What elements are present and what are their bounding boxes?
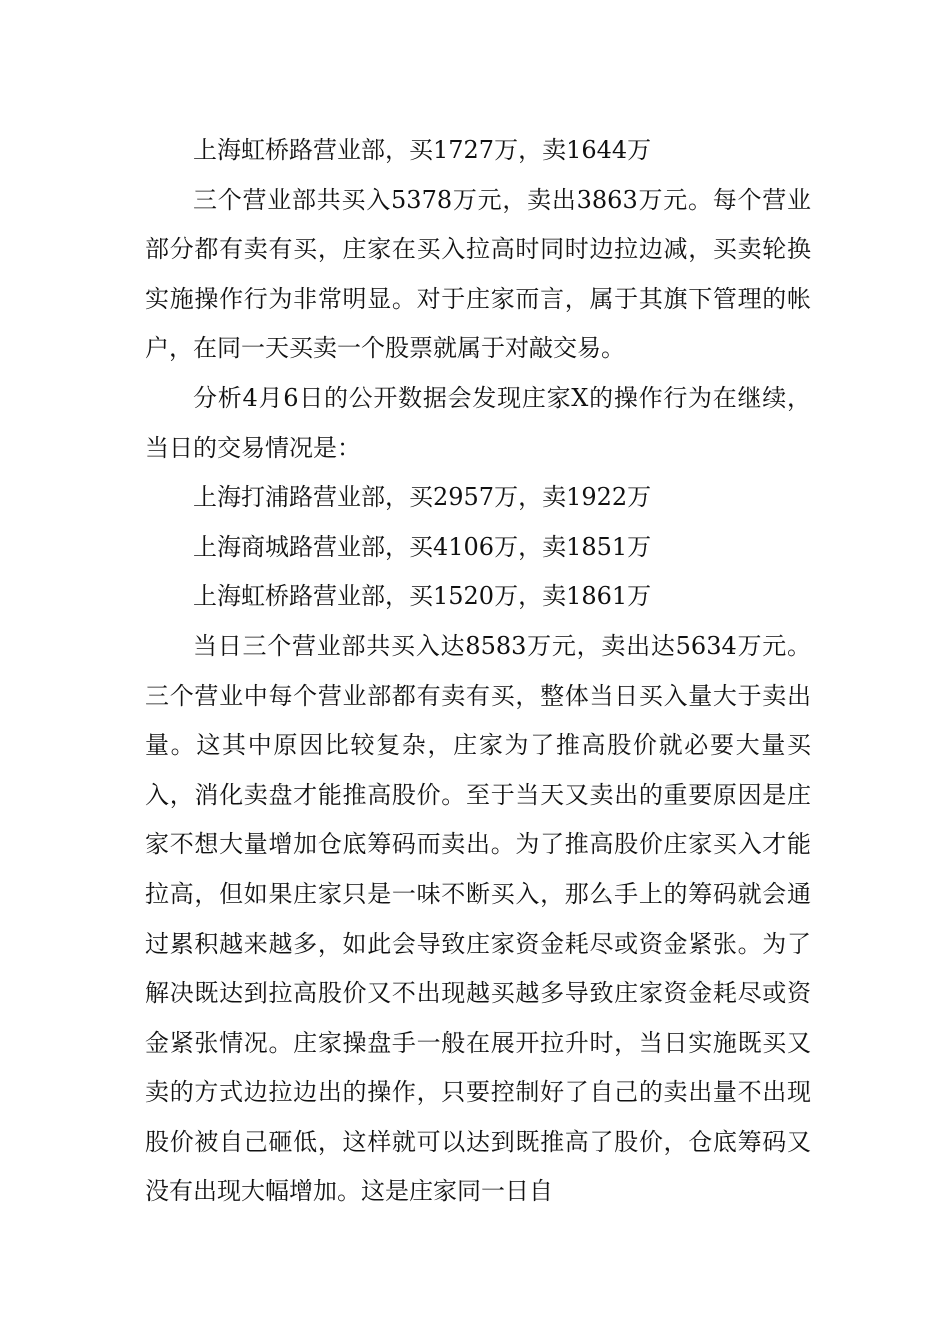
document-body [145,126,811,1217]
paragraph-april-6-analysis: 分析4月6日的公开数据会发现庄家X的操作行为在继续，当日的交易情况是： [145,383,811,462]
paragraph-three-branches-summary: 三个营业部共买入5378万元，卖出3863万元。每个营业部分都有卖有买，庄家在买入拉高时同时边拉边减，买卖轮换实施操作行为非常明显。对于庄家而言，属于其旗下管理的帐户，在同一天买卖一个股票就属于对敲交易。 [145,185,811,363]
paragraph-dapu-trade: 上海打浦路营业部，买2957万，卖1922万 [193,483,652,512]
paragraph-shangcheng-trade: 上海商城路营业部，买4106万，卖1851万 [193,532,652,561]
paragraph-daily-total-analysis: 当日三个营业部共买入达8583万元，卖出达5634万元。三个营业中每个营业部都有卖有买，整体当日买入量大于卖出量。这其中原因比较复杂，庄家为了推高股价就必要大量买入，消化卖盘才能推高股价。至于当天又卖出的重要原因是庄家不想大量增加仓底筹码而卖出。为了推高股价庄家买入才能拉高，但如果庄家只是一味不断买入，那么手上的筹码就会通过累积越来越多，如此会导致庄家资金耗尽或资金紧张。为了解决既达到拉高股价又不出现越买越多导致庄家资金耗尽或资金紧张情况。庄家操盘手一般在展开拉升时，当日实施既买又卖的方式边拉边出的操作，只要控制好了自己的卖出量不出现股价被自己砸低，这样就可以达到既推高了股价，仓底筹码又没有出现大幅增加。这是庄家同一日自 [145,631,811,1206]
paragraph-hongqiao-trade-2: 上海虹桥路营业部，买1520万，卖1861万 [193,582,652,611]
paragraph-hongqiao-trade-1: 上海虹桥路营业部，买1727万，卖1644万 [193,136,652,164]
